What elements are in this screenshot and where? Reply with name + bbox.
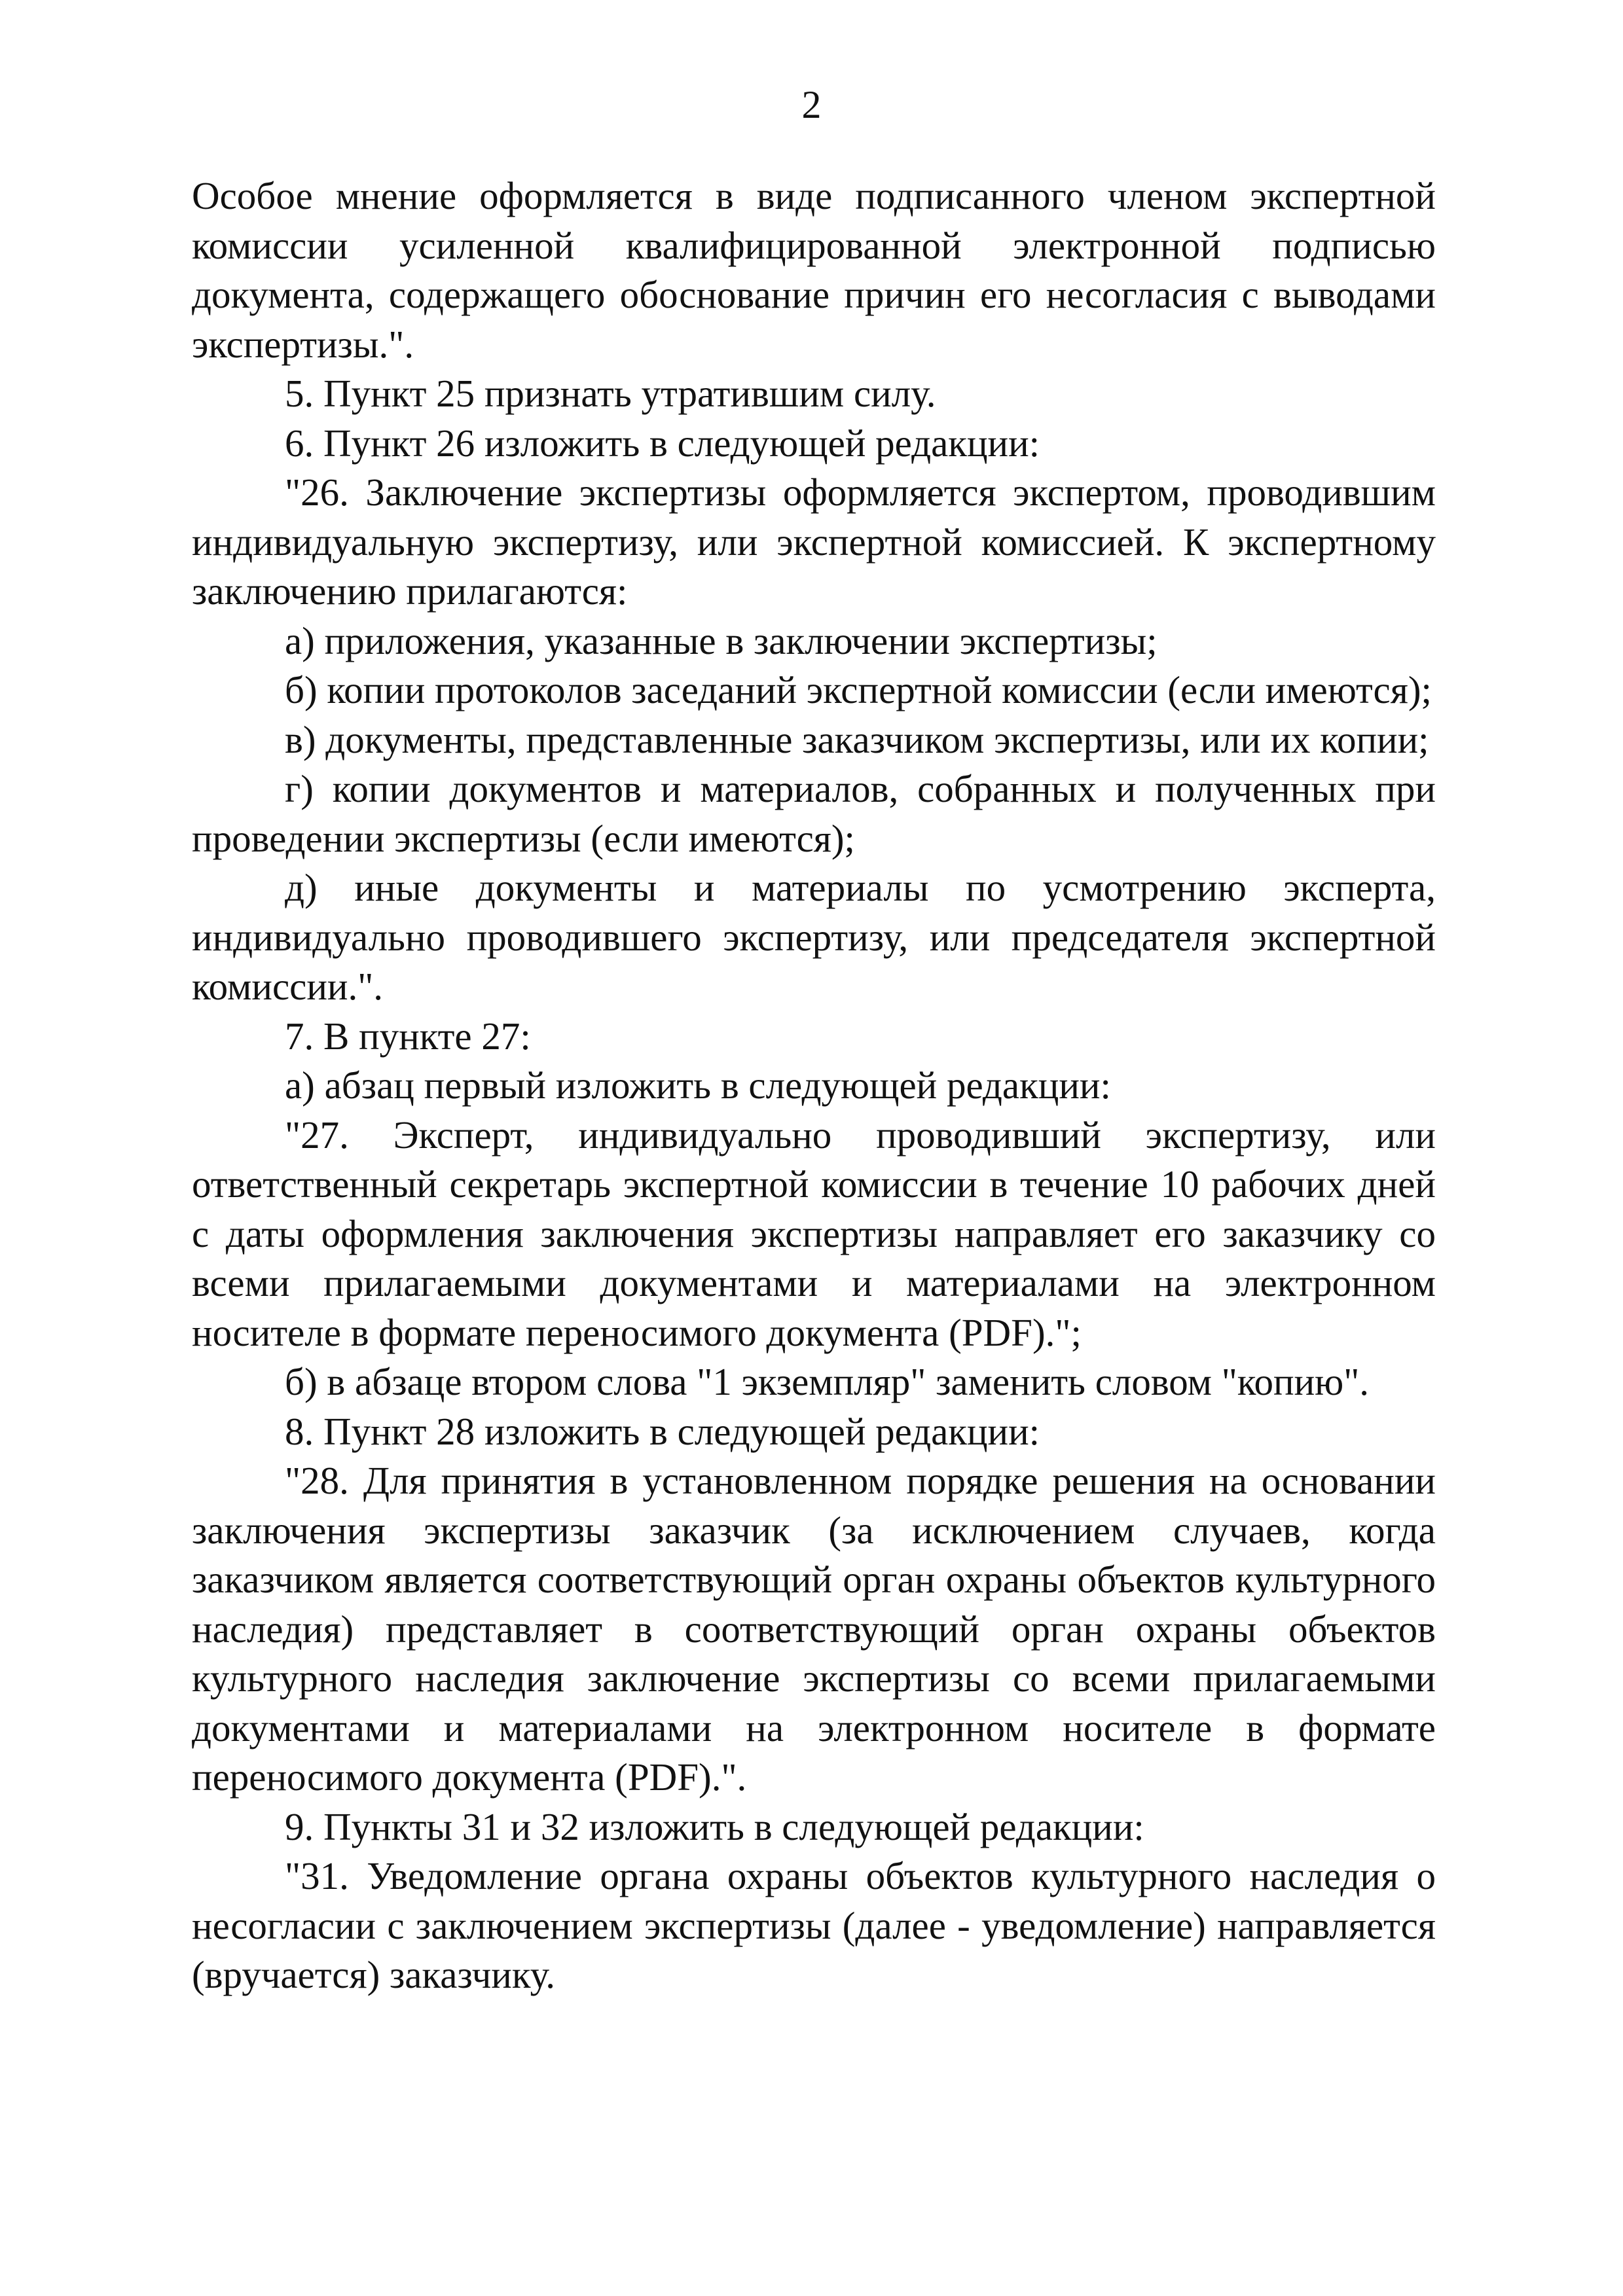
paragraph: "28. Для принятия в установленном порядке решения на основании заключения экспертизы заказчик (за исключением случаев, когда заказчиком является соответствующий орган охраны объектов культурного наследия) представляет в соответствующий орган охраны объектов культурного наследия заключение экспертизы со всеми прилагаемыми документами и материалами на электронном носителе в формате переносимого документа (PDF).". (192, 1459, 1436, 1799)
paragraph: "27. Эксперт, индивидуально проводивший экспертизу, или ответственный секретарь экспертной комиссии в течение 10 рабочих дней с даты оформления заключения экспертизы направляет его заказчику со всеми прилагаемыми документами и материалами на электронном носителе в формате переносимого документа (PDF)."; (192, 1113, 1436, 1354)
paragraph: "31. Уведомление органа охраны объектов культурного наследия о несогласии с заключением экспертизы (далее - уведомление) направляется (вручается) заказчику. (192, 1854, 1436, 1996)
paragraph: б) в абзаце втором слова "1 экземпляр" заменить словом "копию". (285, 1360, 1370, 1403)
paragraph: 5. Пункт 25 признать утратившим силу. (285, 372, 936, 415)
paragraph: д) иные документы и материалы по усмотрению эксперта, индивидуально проводившего экспертизу, или председателя экспертной комиссии.". (192, 866, 1436, 1008)
paragraph: в) документы, представленные заказчиком экспертизы, или их копии; (285, 717, 1429, 761)
paragraph: 6. Пункт 26 изложить в следующей редакции: (285, 421, 1040, 465)
paragraph: а) приложения, указанные в заключении экспертизы; (285, 619, 1158, 662)
paragraph: 8. Пункт 28 изложить в следующей редакции: (285, 1409, 1040, 1453)
paragraph: б) копии протоколов заседаний экспертной комиссии (если имеются); (285, 668, 1432, 711)
paragraph: Особое мнение оформляется в виде подписанного членом экспертной комиссии усиленной квалифицированной электронной подписью документа, содержащего обоснование причин его несогласия с выводами экспертизы.". (192, 174, 1436, 366)
paragraph: 7. В пункте 27: (285, 1014, 531, 1058)
document-body (192, 171, 1436, 2000)
paragraph: "26. Заключение экспертизы оформляется экспертом, проводившим индивидуальную экспертизу, или экспертной комиссией. К экспертному заключению прилагаются: (192, 471, 1436, 613)
paragraph: г) копии документов и материалов, собранных и полученных при проведении экспертизы (если имеются); (192, 767, 1436, 860)
paragraph: а) абзац первый изложить в следующей редакции: (285, 1064, 1111, 1107)
page-number: 2 (801, 83, 822, 126)
paragraph: 9. Пункты 31 и 32 изложить в следующей редакции: (285, 1804, 1144, 1848)
